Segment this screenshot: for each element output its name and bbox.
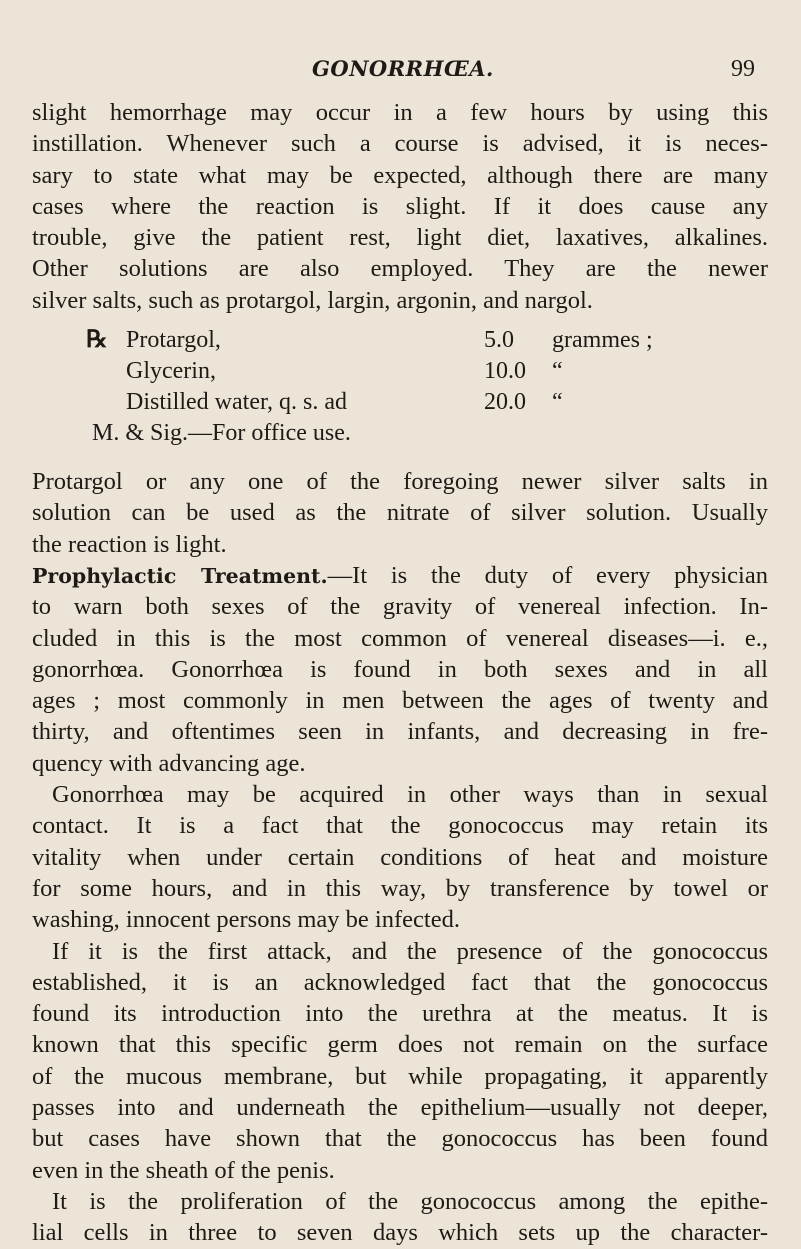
text-line bbox=[32, 560, 768, 591]
amount: 5.0 bbox=[484, 327, 514, 354]
text-line: found its introduction into the urethra at the meatus. It is bbox=[32, 1000, 768, 1028]
recipe-symbol: ℞ bbox=[86, 327, 108, 354]
paragraph-1 bbox=[32, 97, 768, 316]
ingredient: Protargol, bbox=[126, 327, 221, 354]
text-line: If it is the first attack, and the presence of the gonococcus bbox=[52, 937, 768, 965]
prescription-row bbox=[86, 325, 653, 356]
text-line: Gonorrhœa may be acquired in other ways than in sexual bbox=[52, 781, 768, 809]
section-heading: Prophylactic Treatment. bbox=[32, 563, 328, 588]
prescription bbox=[32, 325, 768, 453]
paragraph-2 bbox=[32, 466, 768, 560]
running-head bbox=[0, 50, 801, 84]
text-line: contact. It is a fact that the gonococcus may retain its bbox=[32, 812, 768, 840]
text-line: cluded in this is the most common of venereal diseases—i. e., bbox=[32, 624, 768, 652]
section-prophylactic bbox=[32, 560, 768, 779]
prescription-signature: M. & Sig.—For office use. bbox=[92, 420, 351, 447]
heading-continuation: —It is the duty of every physician bbox=[327, 561, 768, 589]
amount: 20.0 bbox=[484, 389, 526, 416]
text-line: Protargol or any one of the foregoing newer silver salts in bbox=[32, 468, 768, 496]
text-line: sary to state what may be expected, although there are many bbox=[32, 161, 768, 189]
text-line: gonorrhœa. Gonorrhœa is found in both sexes and in all bbox=[32, 655, 768, 683]
paragraph-4 bbox=[32, 936, 768, 1186]
text-line: the reaction is light. bbox=[32, 530, 227, 558]
ingredient: Distilled water, q. s. ad bbox=[126, 389, 347, 416]
amount: 10.0 bbox=[484, 358, 526, 385]
text-line: silver salts, such as protargol, largin, argonin, and nargol. bbox=[32, 286, 593, 314]
text-line: It is the proliferation of the gonococcus among the epithe- bbox=[52, 1187, 768, 1215]
unit: grammes ; bbox=[552, 327, 653, 354]
running-title: GONORRHŒA. bbox=[312, 56, 494, 81]
text-line: of the mucous membrane, but while propagating, it apparently bbox=[32, 1062, 768, 1090]
prescription-row bbox=[92, 356, 612, 387]
text-line: slight hemorrhage may occur in a few hours by using this bbox=[32, 99, 768, 126]
text-line: thirty, and oftentimes seen in infants, and decreasing in fre- bbox=[32, 718, 768, 746]
text-line: but cases have shown that the gonococcus has been found bbox=[32, 1125, 768, 1153]
text-line: ages ; most commonly in men between the ages of twenty and bbox=[32, 687, 768, 715]
text-line: solution can be used as the nitrate of silver solution. Usually bbox=[32, 499, 768, 527]
page-number: 99 bbox=[731, 56, 755, 82]
ditto-mark: “ bbox=[552, 358, 563, 385]
text-line: to warn both sexes of the gravity of venereal infection. In- bbox=[32, 593, 768, 621]
body-text bbox=[32, 97, 768, 1249]
text-line: cases where the reaction is slight. If it does cause any bbox=[32, 192, 768, 220]
text-line: washing, innocent persons may be infected. bbox=[32, 906, 460, 934]
text-line: lial cells in three to seven days which sets up the character- bbox=[32, 1219, 768, 1247]
text-line: quency with advancing age. bbox=[32, 749, 306, 777]
text-line: for some hours, and in this way, by transference by towel or bbox=[32, 874, 768, 902]
paragraph-3 bbox=[32, 779, 768, 935]
ingredient: Glycerin, bbox=[126, 358, 216, 385]
text-line: established, it is an acknowledged fact that the gonococcus bbox=[32, 968, 768, 996]
text-line: Other solutions are also employed. They are the newer bbox=[32, 255, 768, 283]
paragraph-5 bbox=[32, 1186, 768, 1249]
text-line: even in the sheath of the penis. bbox=[32, 1156, 335, 1184]
text-line: known that this specific germ does not remain on the surface bbox=[32, 1031, 768, 1059]
ditto-mark: “ bbox=[552, 389, 563, 416]
text-line: instillation. Whenever such a course is advised, it is neces- bbox=[32, 130, 768, 158]
text-line: vitality when under certain conditions of heat and moisture bbox=[32, 843, 768, 871]
text-line: passes into and underneath the epithelium—usually not deeper, bbox=[32, 1094, 768, 1122]
prescription-row bbox=[92, 387, 612, 418]
text-line: trouble, give the patient rest, light diet, laxatives, alkalines. bbox=[32, 224, 768, 252]
